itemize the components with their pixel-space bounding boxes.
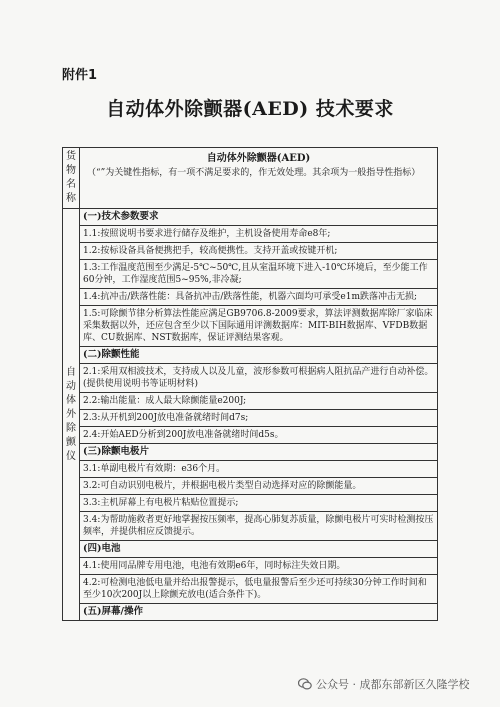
spec-row [63, 461, 438, 478]
spec-row [63, 495, 438, 512]
section-title: (一)技术参数要求 [80, 209, 438, 226]
spec-item: 2.2:输出能量：成人最大除颤能量e200J; [80, 393, 438, 410]
spec-row [63, 226, 438, 243]
header-row [63, 148, 438, 209]
section-title: (三)除颤电极片 [80, 444, 438, 461]
spec-item: 1.5:可除颤节律分析算法性能应满足GB9706.8-2009要求，算法评测数据库除厂家临床采集数据以外，还应包含至少以下国际通用评测数据库：MIT-BIH数据库、VFDB数据库、CU数据库、NST数据库，保证评测结果客观。 [80, 306, 438, 347]
spec-item: 4.1:使用同品牌专用电池，电池有效期e6年，同时标注失效日期。 [80, 558, 438, 575]
spec-item: 2.4:开始AED分析到200J放电准备就绪时间d5s。 [80, 427, 438, 444]
goods-name-label: 货物名称 [66, 151, 76, 204]
spec-row [63, 512, 438, 541]
spec-row [63, 364, 438, 393]
spec-row [63, 427, 438, 444]
watermark-text: 公众号 · 成都东部新区久隆学校 [316, 678, 470, 691]
spec-row [63, 478, 438, 495]
spec-item: 1.4:抗冲击/跌落性能：具备抗冲击/跌落性能，机器六面均可承受e1m跌落冲击无损; [80, 289, 438, 306]
spec-row [63, 289, 438, 306]
section-title: (四)电池 [80, 541, 438, 558]
spec-item: 3.4:为帮助施救者更好地掌握按压频率，提高心肺复苏质量，除颤电极片可实时检测按压频率，并提供相应反馈提示。 [80, 512, 438, 541]
attachment-label: 附件1 [62, 68, 98, 83]
spec-item: 1.3:工作温度范围至少满足-5℃~50℃,且从室温环境下进入-10℃环境后，至少能工作60分钟，工作湿度范围5~95%,非冷凝; [80, 260, 438, 289]
spec-item: 3.3:主机屏幕上有电极片粘贴位置提示; [80, 495, 438, 512]
section-row [63, 604, 438, 621]
product-cell [80, 148, 438, 209]
spec-row [63, 243, 438, 260]
section-title: (五)屏幕/操作 [80, 604, 438, 621]
section-row [63, 347, 438, 364]
key-indicator-note: （“”为关键性指标，有一项不满足要求的，作无效处理。其余项为一般指导性指标） [87, 168, 421, 178]
section-row [63, 444, 438, 461]
section-title: (二)除颤性能 [80, 347, 438, 364]
spec-row [63, 260, 438, 289]
section-row [63, 541, 438, 558]
spec-row [63, 306, 438, 347]
product-name: 自动体外除颤器(AED) [206, 153, 311, 164]
spec-row [63, 575, 438, 604]
device-side-label: 自动体外除颤仪 [66, 366, 76, 462]
device-side-label-cell [63, 209, 80, 621]
spec-row [63, 410, 438, 427]
goods-name-label-cell [63, 148, 80, 209]
spec-row [63, 393, 438, 410]
spec-item: 3.2:可自动识别电极片，并根据电极片类型自动选择对应的除颤能量。 [80, 478, 438, 495]
wechat-icon [298, 677, 312, 691]
section-row [63, 209, 438, 226]
document-title: 自动体外除颤器(AED) 技术要求 [106, 98, 394, 120]
spec-table [62, 147, 438, 621]
watermark [298, 676, 470, 692]
spec-item: 3.1:单副电极片有效期：e36个月。 [80, 461, 438, 478]
spec-item: 1.1:按照说明书要求进行储存及维护，主机设备使用寿命e8年; [80, 226, 438, 243]
spec-item: 2.1:采用双相波技术，支持成人以及儿童，波形参数可根据病人阻抗品产进行自动补偿。(提供使用说明书等证明材料) [80, 364, 438, 393]
spec-item: 4.2:可检测电池低电量并给出报警提示，低电量报警后至少还可持续30分钟工作时间和至少10次200J以上除颤充放电(适合条件下)。 [80, 575, 438, 604]
spec-item: 1.2:按标设备具备便携把手，较高便携性。支持开盖或按键开机; [80, 243, 438, 260]
spec-item: 2.3:从开机到200J放电准备就绪时间d7s; [80, 410, 438, 427]
spec-row [63, 558, 438, 575]
